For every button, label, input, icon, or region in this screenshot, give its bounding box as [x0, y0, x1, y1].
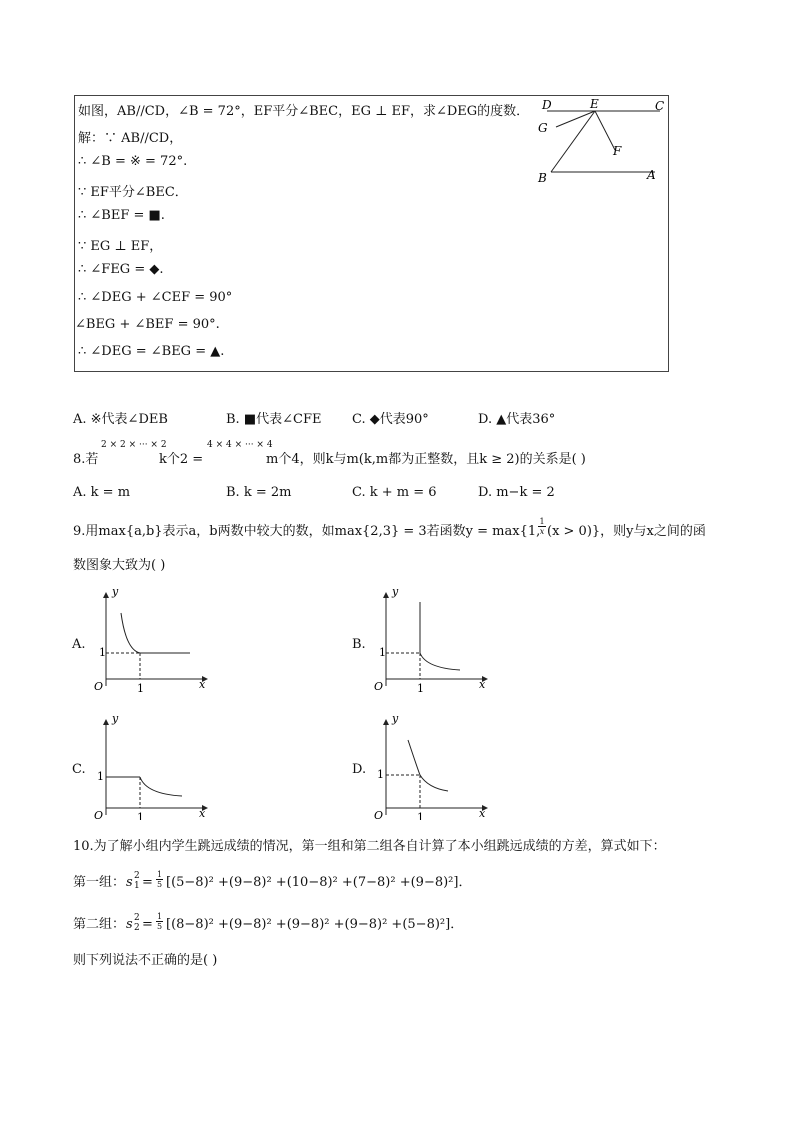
q10-question: 则下列说法不正确的是( ) — [73, 953, 218, 968]
q7-stem: 如图，AB//CD，∠B = 72°，EF平分∠BEC，EG ⊥ EF，求∠DEG的度数． — [78, 104, 530, 119]
svg-text:1: 1 — [379, 646, 386, 659]
q8-prefix: 8.若 — [73, 452, 99, 467]
q8-option-c[interactable]: C. k + m = 6 — [352, 485, 437, 500]
geometry-figure — [533, 96, 668, 188]
q10-frac2: 1 5 — [156, 912, 163, 931]
svg-text:O: O — [94, 680, 104, 693]
q7-option-a[interactable]: A. ※代表∠DEB — [73, 412, 168, 427]
svg-text:x: x — [479, 678, 486, 691]
label-E: E — [590, 97, 599, 111]
q10-stem: 10.为了解小组内学生跳远成绩的情况，第一组和第二组各自计算了本小组跳远成绩的方差，算式如下： — [73, 839, 666, 854]
label-B: B — [538, 171, 547, 185]
svg-text:y: y — [112, 712, 119, 725]
q8-product-4: 4 × 4 × ··· × 4 — [207, 440, 273, 450]
svg-text:x: x — [199, 807, 206, 820]
graph-b-label[interactable]: B. — [352, 637, 366, 652]
q8-mid2: m个4，则k与m(k,m都为正整数，且k ≥ 2)的关系是( ) — [266, 452, 586, 467]
graph-d-label[interactable]: D. — [352, 762, 367, 777]
q9-line1a: 9.用max{a,b}表示a，b两数中较大的数，如max{2,3} = 3若函数y = max{1, — [73, 524, 541, 539]
q8-option-d[interactable]: D. m−k = 2 — [478, 485, 555, 500]
label-A: A — [647, 168, 656, 182]
svg-text:y: y — [392, 712, 399, 725]
q8-product-2: 2 × 2 × ··· × 2 — [101, 440, 167, 450]
q7-option-b[interactable]: B. ■代表∠CFE — [226, 412, 322, 427]
svg-text:O: O — [374, 680, 384, 693]
q10-group2-formula: [(8−8)² +(9−8)² +(9−8)² +(9−8)² +(5−8)²]． — [166, 917, 464, 932]
svg-text:1: 1 — [377, 768, 384, 781]
proof-line-2: ∴ ∠B = ※ = 72°. — [78, 154, 188, 169]
graph-d[interactable] — [368, 712, 498, 820]
svg-text:y: y — [392, 586, 399, 598]
graph-c-label[interactable]: C. — [72, 762, 86, 777]
q10-eq2: = — [142, 917, 153, 932]
q8-option-b[interactable]: B. k = 2m — [226, 485, 292, 500]
proof-line-9: ∴ ∠DEG = ∠BEG = ▲. — [78, 344, 225, 359]
label-C: C — [655, 99, 665, 113]
svg-text:1: 1 — [417, 682, 424, 694]
q9-line1b: (x > 0)}，则y与x之间的函 — [547, 524, 706, 539]
svg-text:x: x — [479, 807, 486, 820]
svg-text:O: O — [374, 809, 384, 820]
q9-fraction: 1 x — [539, 517, 545, 536]
q10-s2-sup: 2 — [134, 913, 140, 923]
label-D: D — [542, 98, 552, 112]
proof-line-5: ∵ EG ⊥ EF， — [78, 239, 163, 254]
graph-a-label[interactable]: A. — [72, 637, 86, 652]
label-G: G — [538, 121, 548, 135]
q7-option-c[interactable]: C. ◆代表90° — [352, 412, 429, 427]
svg-text:1: 1 — [137, 682, 144, 694]
svg-text:1: 1 — [137, 811, 144, 820]
q10-s1-sup: 2 — [134, 871, 140, 881]
svg-text:y: y — [112, 586, 119, 598]
proof-line-7: ∴ ∠DEG + ∠CEF = 90° — [78, 290, 233, 305]
q8-mid1: k个2 = — [159, 452, 204, 467]
q10-s2-sub: 2 — [134, 923, 140, 933]
svg-text:x: x — [199, 678, 206, 691]
q10-group1-formula: [(5−8)² +(9−8)² +(10−8)² +(7−8)² +(9−8)²]． — [166, 875, 472, 890]
proof-line-8: ∠BEG + ∠BEF = 90°. — [75, 317, 220, 332]
q7-box — [74, 95, 669, 372]
q9-line2: 数图象大致为( ) — [73, 558, 166, 573]
graph-b[interactable] — [368, 586, 498, 694]
svg-text:1: 1 — [417, 811, 424, 820]
q10-group1-label: 第一组： — [73, 875, 126, 890]
q10-eq1: = — [142, 875, 153, 890]
proof-line-4: ∴ ∠BEF = ■. — [78, 208, 165, 223]
q8-option-a[interactable]: A. k = m — [73, 485, 131, 500]
proof-line-6: ∴ ∠FEG = ◆. — [78, 262, 164, 277]
label-F: F — [613, 144, 622, 158]
q7-option-d[interactable]: D. ▲代表36° — [478, 412, 556, 427]
svg-text:O: O — [94, 809, 104, 820]
q10-s1: s — [126, 875, 133, 890]
graph-c[interactable] — [88, 712, 218, 820]
q10-s2: s — [126, 917, 133, 932]
proof-line-1: 解：∵ AB//CD， — [78, 131, 183, 146]
q10-frac1: 1 5 — [156, 870, 163, 889]
q10-group2-label: 第二组： — [73, 917, 126, 932]
svg-text:1: 1 — [99, 646, 106, 659]
q10-s1-sub: 1 — [134, 881, 140, 891]
proof-line-3: ∵ EF平分∠BEC． — [78, 185, 188, 200]
graph-a[interactable] — [88, 586, 218, 694]
svg-text:1: 1 — [97, 770, 104, 783]
